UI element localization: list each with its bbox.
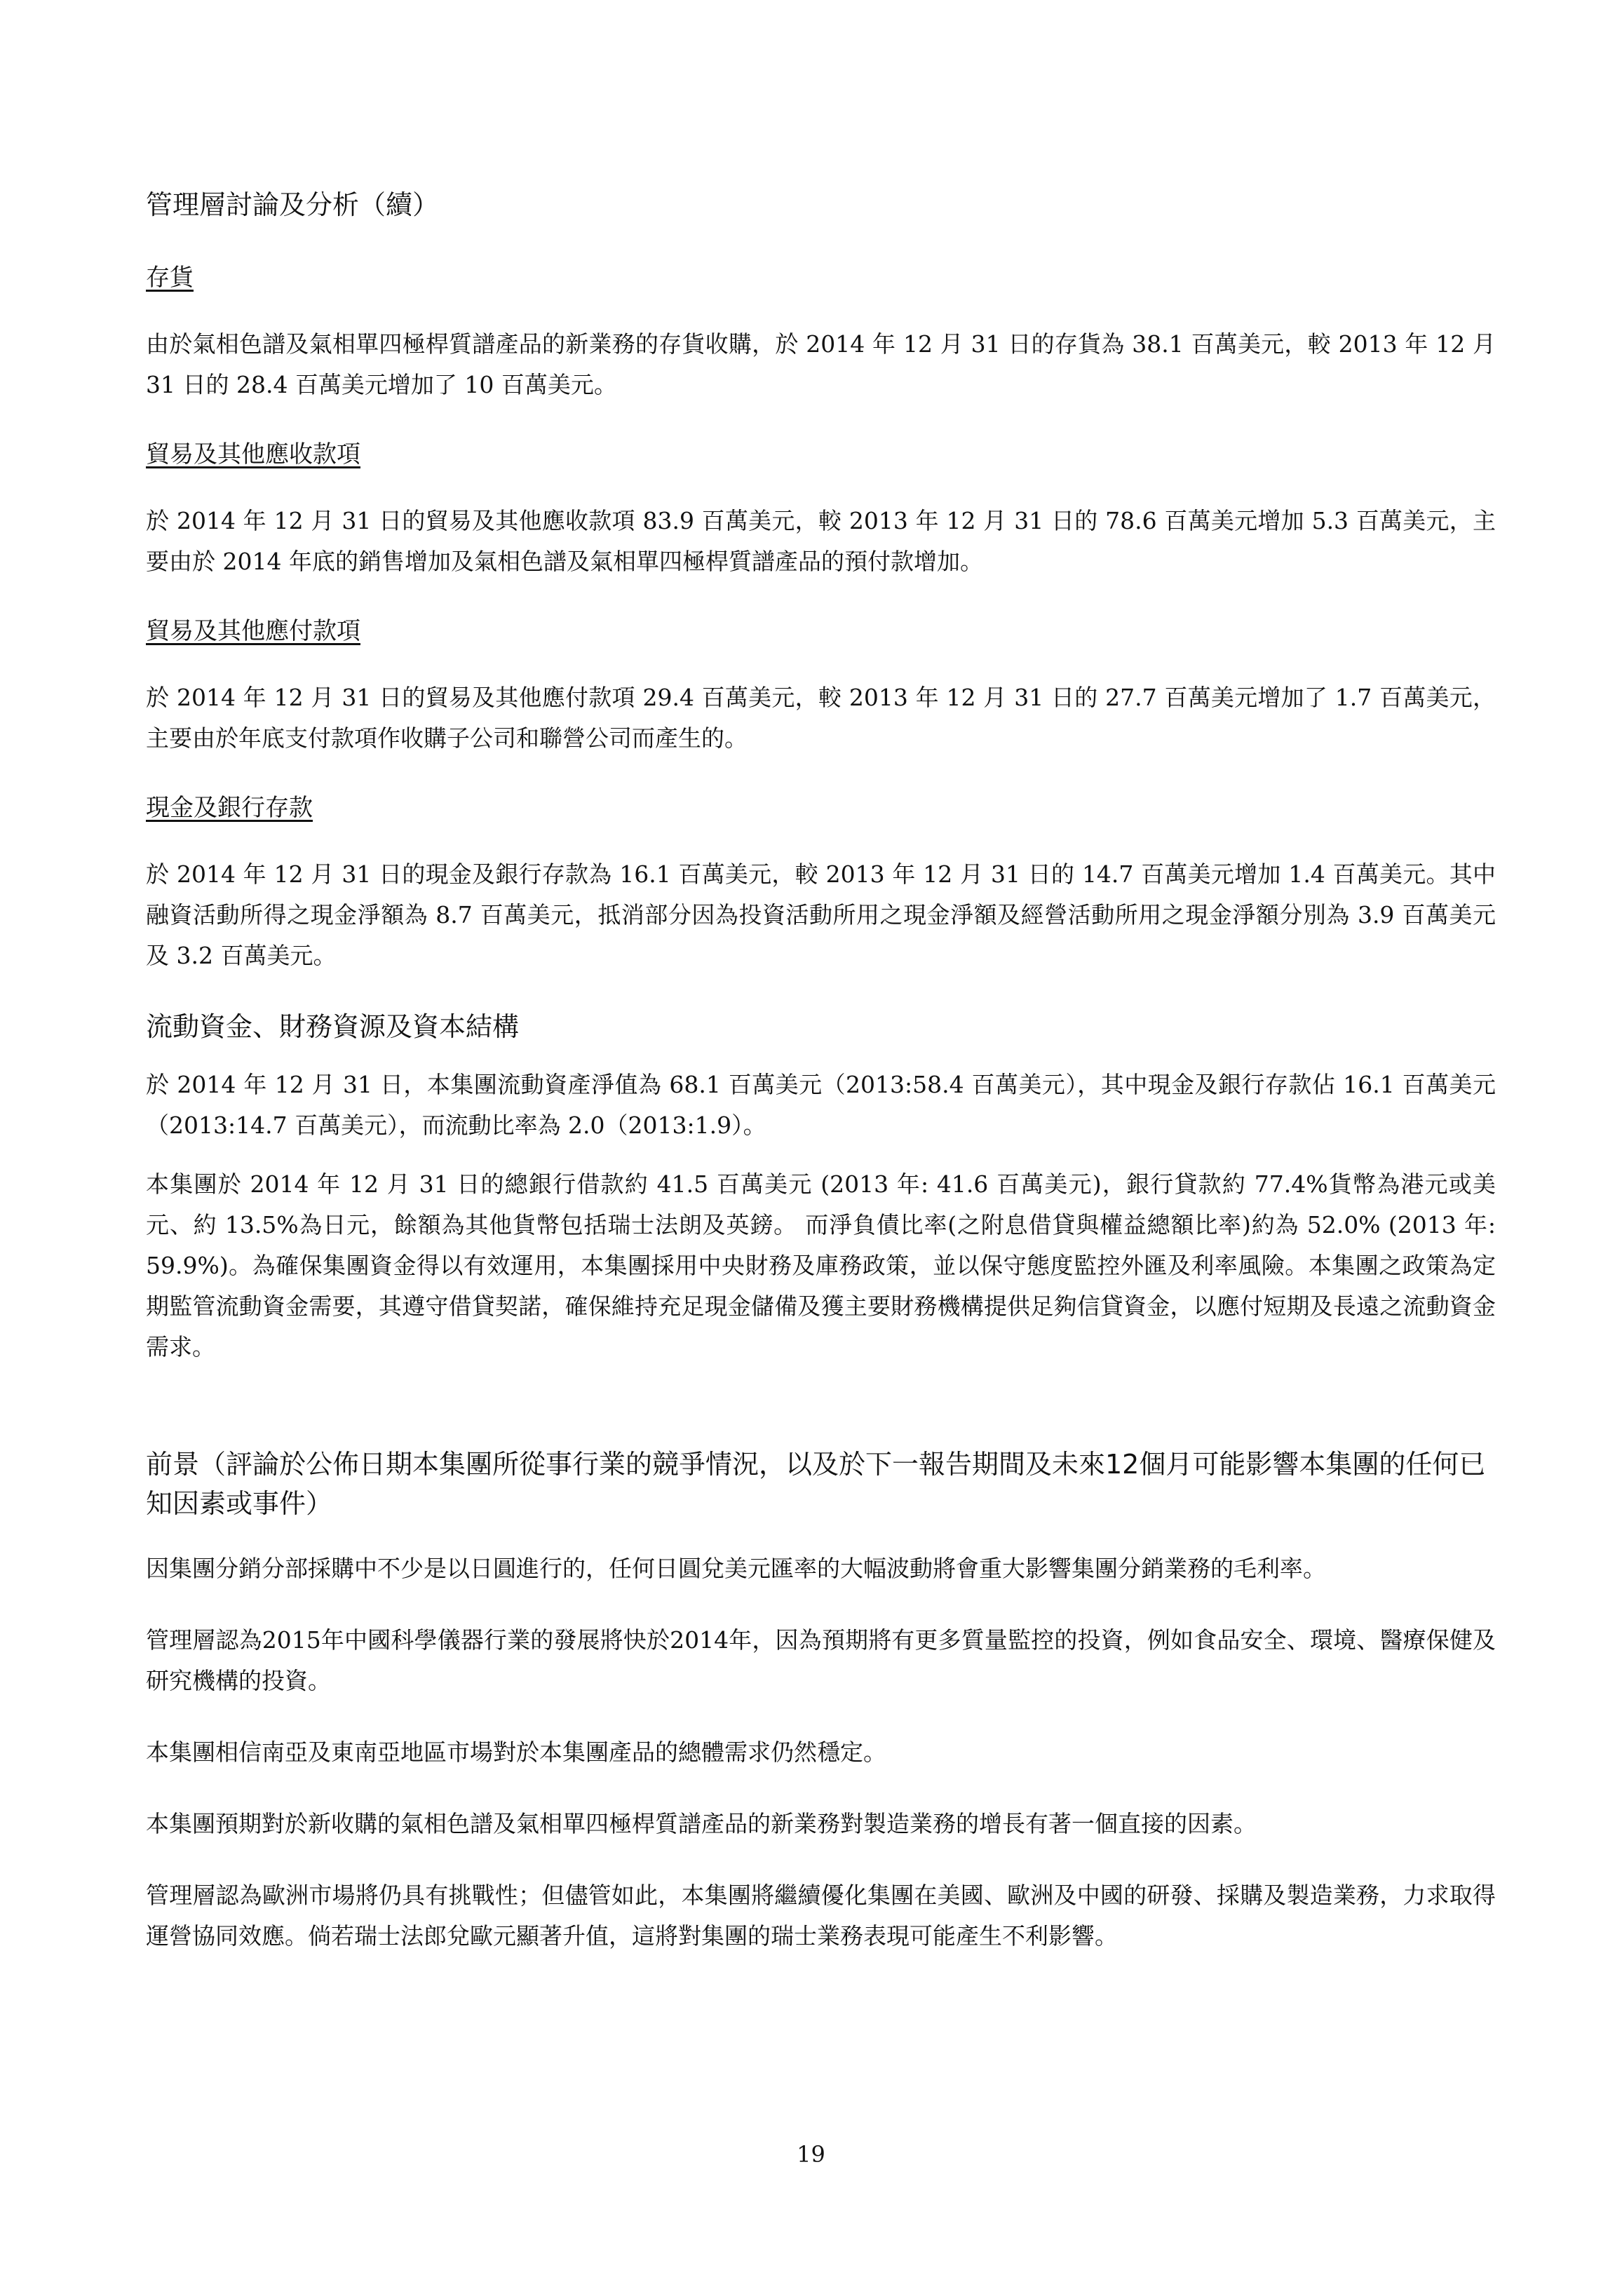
section-heading-cash: 現金及銀行存款 xyxy=(146,794,313,822)
page-title: 管理層討論及分析（續） xyxy=(146,189,440,220)
cash-paragraph: 於 2014 年 12 月 31 日的現金及銀行存款為 16.1 百萬美元，較 2013 年 12 月 31 日的 14.7 百萬美元增加 1.4 百萬美元。其中融資活動所得之現金淨額為 8.7 百萬美元，抵消部分因為投資活動所用之現金淨額及經營活動所用之現金淨額分別為 3.9 百萬美元及 3.2 百萬美元。 xyxy=(146,860,1496,969)
outlook-paragraph-1: 因集團分銷分部採購中不少是以日圓進行的，任何日圓兌美元匯率的大幅波動將會重大影響集團分銷業務的毛利率。 xyxy=(146,1555,1326,1582)
outlook-paragraph-5: 管理層認為歐洲市場將仍具有挑戰性；但儘管如此，本集團將繼續優化集團在美國、歐洲及中國的研發、採購及製造業務，力求取得運營協同效應。倘若瑞士法郎兌歐元顯著升值，這將對集團的瑞士業務表現可能產生不利影響。 xyxy=(146,1882,1496,1950)
outlook-paragraph-4: 本集團預期對於新收購的氣相色譜及氣相單四極桿質譜產品的新業務對製造業務的增長有著一個直接的因素。 xyxy=(146,1810,1257,1837)
section-heading-liquidity: 流動資金、財務資源及資本結構 xyxy=(146,1011,520,1042)
document-page xyxy=(146,188,1496,1987)
payables-paragraph: 於 2014 年 12 月 31 日的貿易及其他應付款項 29.4 百萬美元，較 2013 年 12 月 31 日的 27.7 百萬美元增加了 1.7 百萬美元，主要由於年底支付款項作收購子公司和聯營公司而產生的。 xyxy=(146,684,1496,752)
page-number: 19 xyxy=(797,2141,825,2168)
inventory-paragraph: 由於氣相色譜及氣相單四極桿質譜產品的新業務的存貨收購，於 2014 年 12 月 31 日的存貨為 38.1 百萬美元，較 2013 年 12 月 31 日的 28.4 百萬美元增加了 10 百萬美元。 xyxy=(146,330,1496,398)
outlook-paragraph-3: 本集團相信南亞及東南亞地區市場對於本集團產品的總體需求仍然穩定。 xyxy=(146,1738,886,1766)
receivables-paragraph: 於 2014 年 12 月 31 日的貿易及其他應收款項 83.9 百萬美元，較 2013 年 12 月 31 日的 78.6 百萬美元增加 5.3 百萬美元，主要由於 2014 年底的銷售增加及氣相色譜及氣相單四極桿質譜產品的預付款增加。 xyxy=(146,507,1496,575)
section-heading-inventory: 存貨 xyxy=(146,264,194,292)
liquidity-paragraph-1: 於 2014 年 12 月 31 日，本集團流動資產淨值為 68.1 百萬美元（2013:58.4 百萬美元），其中現金及銀行存款佔 16.1 百萬美元（2013:14.7 百萬美元），而流動比率為 2.0（2013:1.9）。 xyxy=(146,1071,1496,1139)
liquidity-paragraph-2: 本集團於 2014 年 12 月 31 日的總銀行借款約 41.5 百萬美元 (2013 年: 41.6 百萬美元)，銀行貸款約 77.4%貨幣為港元或美元、約 13.5%為日元，餘額為其他貨幣包括瑞士法朗及英鎊。 而淨負債比率(之附息借貸與權益總額比率)約為 52.0% (2013 年: 59.9%)。為確保集團資金得以有效運用，本集團採用中央財務及庫務政策，並以保守態度監控外匯及利率風險。本集團之政策為定期監管流動資金需要，其遵守借貸契諾，確保維持充足現金儲備及獲主要財務機構提供足夠信貸資金，以應付短期及長遠之流動資金需求。 xyxy=(146,1170,1496,1360)
section-heading-payables: 貿易及其他應付款項 xyxy=(146,617,360,645)
outlook-paragraph-2: 管理層認為2015年中國科學儀器行業的發展將快於2014年，因為預期將有更多質量監控的投資，例如食品安全、環境、醫療保健及研究機構的投資。 xyxy=(146,1626,1496,1694)
section-heading-outlook: 前景（評論於公佈日期本集團所從事行業的競爭情況，以及於下一報告期間及未來12個月可能影響本集團的任何已知因素或事件） xyxy=(146,1449,1486,1519)
section-heading-receivables: 貿易及其他應收款項 xyxy=(146,440,360,468)
